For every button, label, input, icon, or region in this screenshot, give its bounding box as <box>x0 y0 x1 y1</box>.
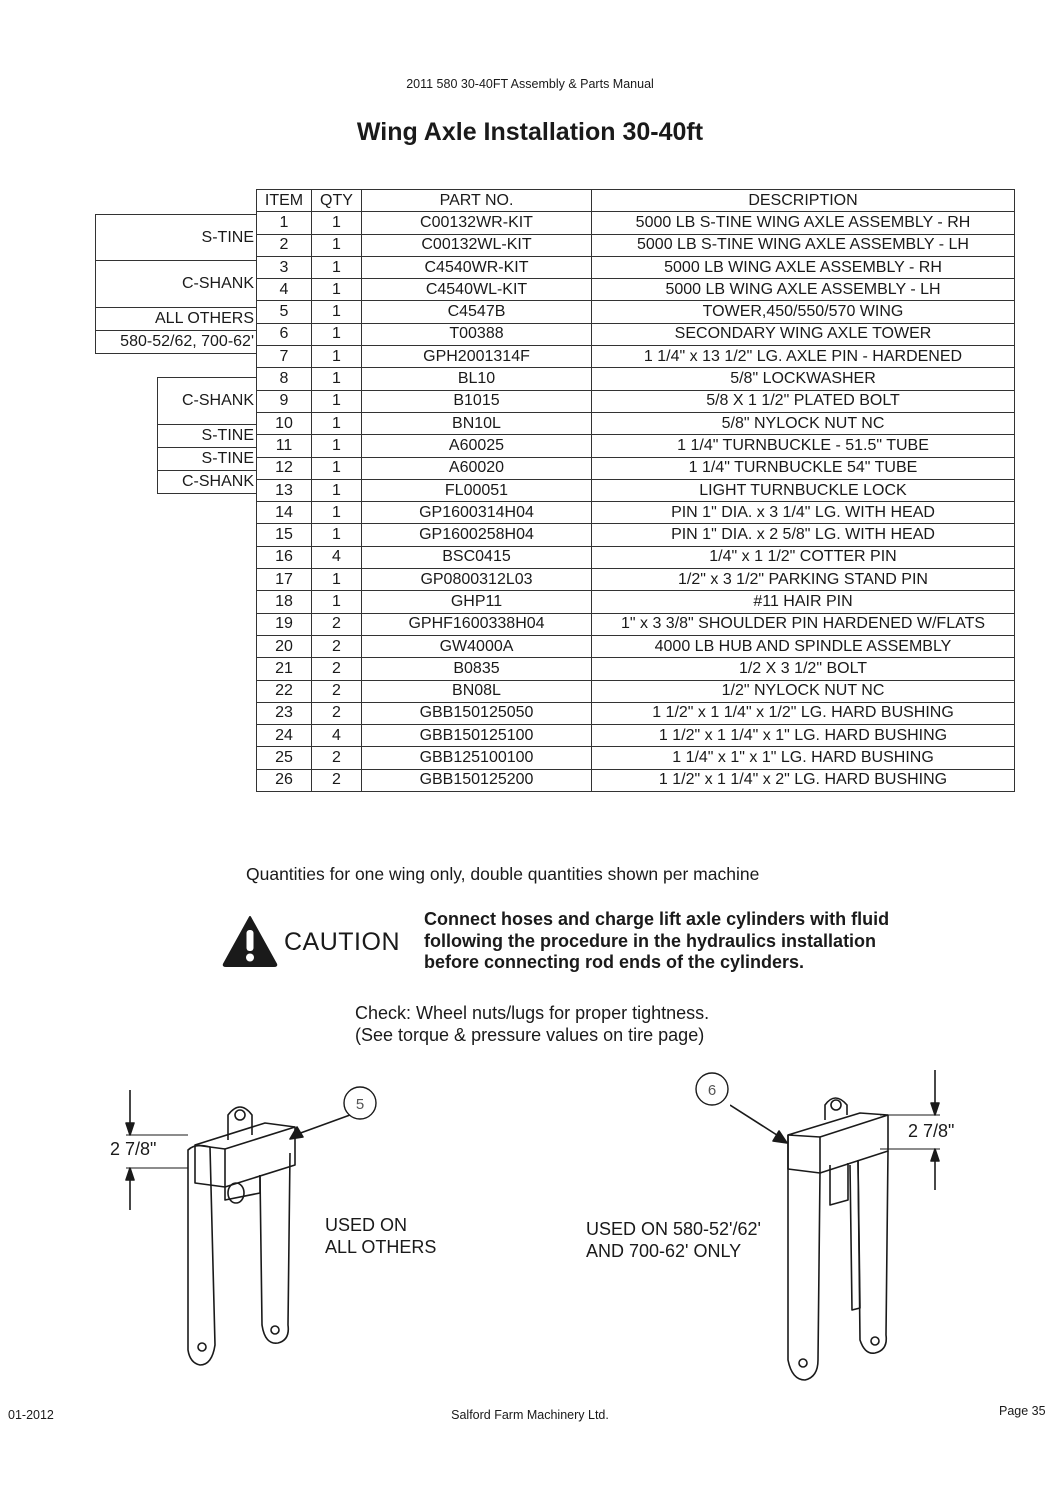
description-cell: PIN 1" DIA. x 2 5/8" LG. WITH HEAD <box>592 524 1015 546</box>
description-cell: 1/2" x 3 1/2" PARKING STAND PIN <box>592 569 1015 591</box>
quantity-cell: 1 <box>312 323 362 345</box>
part-number-cell: FL00051 <box>362 479 592 501</box>
item-number-cell: 10 <box>257 412 312 434</box>
table-row <box>257 234 1015 256</box>
quantity-cell: 1 <box>312 346 362 368</box>
tower-6-drawing <box>730 1065 970 1385</box>
item-number-cell: 3 <box>257 256 312 278</box>
caution-label: CAUTION <box>284 928 400 956</box>
item-number-cell: 9 <box>257 390 312 412</box>
table-row <box>257 569 1015 591</box>
group-label: C-SHANK <box>157 377 256 425</box>
part-number-cell: GP1600258H04 <box>362 524 592 546</box>
page-number: Page 35 <box>999 1404 1046 1418</box>
part-number-cell: BL10 <box>362 368 592 390</box>
quantity-cell: 1 <box>312 256 362 278</box>
column-header-part-no: PART NO. <box>362 190 592 212</box>
warning-triangle-icon <box>222 914 278 968</box>
item-number-cell: 11 <box>257 435 312 457</box>
group-label: C-SHANK <box>95 260 256 308</box>
manual-header: 2011 580 30-40FT Assembly & Parts Manual <box>406 77 654 91</box>
item-number-cell: 21 <box>257 658 312 680</box>
description-cell: 5/8" NYLOCK NUT NC <box>592 412 1015 434</box>
description-cell: SECONDARY WING AXLE TOWER <box>592 323 1015 345</box>
item-number-cell: 24 <box>257 725 312 747</box>
usage-note <box>586 1218 761 1262</box>
check-line: Check: Wheel nuts/lugs for proper tightness. <box>355 1003 710 1023</box>
quantity-cell: 1 <box>312 457 362 479</box>
item-number-cell: 7 <box>257 346 312 368</box>
part-number-cell: GPH2001314F <box>362 346 592 368</box>
item-number-cell: 6 <box>257 323 312 345</box>
quantity-cell: 2 <box>312 769 362 791</box>
part-number-cell: GHP11 <box>362 591 592 613</box>
item-number-cell: 14 <box>257 502 312 524</box>
part-number-cell: A60020 <box>362 457 592 479</box>
description-cell: 1/4" x 1 1/2" COTTER PIN <box>592 546 1015 568</box>
table-row <box>257 680 1015 702</box>
dimension-label: 2 7/8" <box>908 1121 955 1141</box>
parts-table <box>256 189 1015 792</box>
description-cell: LIGHT TURNBUCKLE LOCK <box>592 479 1015 501</box>
group-label: S-TINE <box>157 424 256 448</box>
table-row <box>257 390 1015 412</box>
quantity-cell: 2 <box>312 613 362 635</box>
description-cell: 1 1/4" TURNBUCKLE - 51.5" TUBE <box>592 435 1015 457</box>
description-cell: 1 1/2" x 1 1/4" x 1/2" LG. HARD BUSHING <box>592 702 1015 724</box>
usage-line: AND 700-62' ONLY <box>586 1241 742 1261</box>
quantity-cell: 4 <box>312 546 362 568</box>
check-note <box>355 1002 709 1046</box>
caution-line: following the procedure in the hydraulics installation <box>424 930 877 951</box>
part-number-cell: C4540WR-KIT <box>362 256 592 278</box>
quantity-cell: 1 <box>312 412 362 434</box>
table-row <box>257 457 1015 479</box>
group-label: 580-52/62, 700-62' <box>95 330 256 354</box>
item-number-cell: 18 <box>257 591 312 613</box>
table-row <box>257 658 1015 680</box>
usage-line: USED ON <box>325 1215 408 1235</box>
item-number-cell: 1 <box>257 212 312 234</box>
item-number-cell: 19 <box>257 613 312 635</box>
usage-note <box>325 1214 436 1258</box>
quantity-cell: 1 <box>312 234 362 256</box>
column-header-item: ITEM <box>257 190 312 212</box>
quantity-cell: 2 <box>312 680 362 702</box>
check-line: (See torque & pressure values on tire page) <box>355 1025 705 1045</box>
table-row <box>257 279 1015 301</box>
item-number-cell: 5 <box>257 301 312 323</box>
description-cell: 1" x 3 3/8" SHOULDER PIN HARDENED W/FLATS <box>592 613 1015 635</box>
part-number-cell: BN08L <box>362 680 592 702</box>
description-cell: 1 1/2" x 1 1/4" x 2" LG. HARD BUSHING <box>592 769 1015 791</box>
quantity-cell: 1 <box>312 301 362 323</box>
item-number-cell: 16 <box>257 546 312 568</box>
table-row <box>257 591 1015 613</box>
dimension-label: 2 7/8" <box>110 1139 157 1159</box>
description-cell: 1 1/4" x 13 1/2" LG. AXLE PIN - HARDENED <box>592 346 1015 368</box>
group-label: S-TINE <box>95 214 256 261</box>
description-cell: 5000 LB WING AXLE ASSEMBLY - RH <box>592 256 1015 278</box>
quantity-cell: 2 <box>312 658 362 680</box>
table-row <box>257 635 1015 657</box>
table-row <box>257 725 1015 747</box>
description-cell: 1/2" NYLOCK NUT NC <box>592 680 1015 702</box>
item-number-cell: 4 <box>257 279 312 301</box>
part-number-cell: T00388 <box>362 323 592 345</box>
description-cell: 1 1/4" x 1" x 1" LG. HARD BUSHING <box>592 747 1015 769</box>
table-row <box>257 412 1015 434</box>
column-header-qty: QTY <box>312 190 362 212</box>
part-number-cell: A60025 <box>362 435 592 457</box>
page-title: Wing Axle Installation 30-40ft <box>356 118 704 146</box>
table-row <box>257 346 1015 368</box>
item-number-cell: 2 <box>257 234 312 256</box>
quantity-cell: 2 <box>312 702 362 724</box>
item-number-cell: 20 <box>257 635 312 657</box>
part-number-cell: C4547B <box>362 301 592 323</box>
table-row <box>257 256 1015 278</box>
quantities-note: Quantities for one wing only, double quantities shown per machine <box>246 864 760 884</box>
part-number-cell: GPHF1600338H04 <box>362 613 592 635</box>
table-row <box>257 502 1015 524</box>
quantity-cell: 1 <box>312 212 362 234</box>
description-cell: 5000 LB WING AXLE ASSEMBLY - LH <box>592 279 1015 301</box>
part-number-cell: C4540WL-KIT <box>362 279 592 301</box>
table-row <box>257 747 1015 769</box>
footer-date: 01-2012 <box>8 1408 54 1422</box>
table-header-row <box>257 190 1015 212</box>
callout-number: 5 <box>355 1096 365 1113</box>
column-header-description: DESCRIPTION <box>592 190 1015 212</box>
caution-line: Connect hoses and charge lift axle cylinders with fluid <box>424 909 890 929</box>
description-cell: 5000 LB S-TINE WING AXLE ASSEMBLY - RH <box>592 212 1015 234</box>
group-label: S-TINE <box>157 447 256 471</box>
table-row <box>257 368 1015 390</box>
item-number-cell: 15 <box>257 524 312 546</box>
quantity-cell: 1 <box>312 435 362 457</box>
description-cell: #11 HAIR PIN <box>592 591 1015 613</box>
table-row <box>257 323 1015 345</box>
table-row <box>257 613 1015 635</box>
callout-circle <box>340 1085 380 1121</box>
table-row <box>257 524 1015 546</box>
part-number-cell: GBB150125050 <box>362 702 592 724</box>
part-number-cell: C00132WL-KIT <box>362 234 592 256</box>
caution-message <box>424 909 889 974</box>
description-cell: PIN 1" DIA. x 3 1/4" LG. WITH HEAD <box>592 502 1015 524</box>
description-cell: 1 1/2" x 1 1/4" x 1" LG. HARD BUSHING <box>592 725 1015 747</box>
table-row <box>257 212 1015 234</box>
description-cell: TOWER,450/550/570 WING <box>592 301 1015 323</box>
usage-line: ALL OTHERS <box>325 1237 437 1257</box>
table-row <box>257 435 1015 457</box>
quantity-cell: 1 <box>312 524 362 546</box>
table-row <box>257 702 1015 724</box>
table-row <box>257 769 1015 791</box>
part-number-cell: BSC0415 <box>362 546 592 568</box>
part-number-cell: B1015 <box>362 390 592 412</box>
description-cell: 1 1/4" TURNBUCKLE 54" TUBE <box>592 457 1015 479</box>
item-number-cell: 23 <box>257 702 312 724</box>
quantity-cell: 1 <box>312 502 362 524</box>
caution-line: before connecting rod ends of the cylinders. <box>424 952 805 972</box>
table-row <box>257 546 1015 568</box>
quantity-cell: 1 <box>312 479 362 501</box>
part-number-cell: C00132WR-KIT <box>362 212 592 234</box>
quantity-cell: 2 <box>312 635 362 657</box>
item-number-cell: 8 <box>257 368 312 390</box>
callout-circle <box>692 1071 732 1107</box>
quantity-cell: 1 <box>312 390 362 412</box>
quantity-cell: 1 <box>312 569 362 591</box>
part-number-cell: GW4000A <box>362 635 592 657</box>
part-number-cell: GP0800312L03 <box>362 569 592 591</box>
callout-number: 6 <box>707 1082 717 1099</box>
table-row <box>257 479 1015 501</box>
description-cell: 5000 LB S-TINE WING AXLE ASSEMBLY - LH <box>592 234 1015 256</box>
item-number-cell: 17 <box>257 569 312 591</box>
item-number-cell: 25 <box>257 747 312 769</box>
quantity-cell: 1 <box>312 279 362 301</box>
part-number-cell: GBB125100100 <box>362 747 592 769</box>
part-number-cell: BN10L <box>362 412 592 434</box>
part-number-cell: B0835 <box>362 658 592 680</box>
quantity-cell: 1 <box>312 591 362 613</box>
usage-line: USED ON 580-52'/62' <box>586 1219 761 1239</box>
quantity-cell: 2 <box>312 747 362 769</box>
description-cell: 4000 LB HUB AND SPINDLE ASSEMBLY <box>592 635 1015 657</box>
part-number-cell: GBB150125100 <box>362 725 592 747</box>
item-number-cell: 12 <box>257 457 312 479</box>
quantity-cell: 4 <box>312 725 362 747</box>
quantity-cell: 1 <box>312 368 362 390</box>
footer-company: Salford Farm Machinery Ltd. <box>451 1408 609 1422</box>
description-cell: 5/8 X 1 1/2" PLATED BOLT <box>592 390 1015 412</box>
table-row <box>257 301 1015 323</box>
group-label: C-SHANK <box>157 470 256 494</box>
part-number-cell: GBB150125200 <box>362 769 592 791</box>
item-number-cell: 22 <box>257 680 312 702</box>
item-number-cell: 13 <box>257 479 312 501</box>
description-cell: 1/2 X 3 1/2" BOLT <box>592 658 1015 680</box>
part-number-cell: GP1600314H04 <box>362 502 592 524</box>
item-number-cell: 26 <box>257 769 312 791</box>
description-cell: 5/8" LOCKWASHER <box>592 368 1015 390</box>
group-label: ALL OTHERS <box>95 307 256 331</box>
